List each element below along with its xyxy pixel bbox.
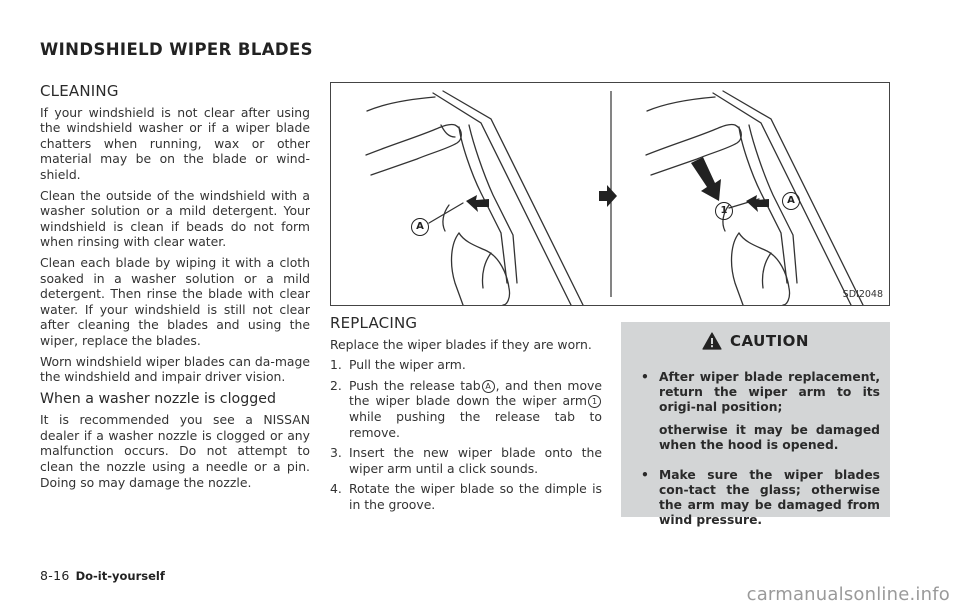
caution-title: CAUTION [730,332,809,350]
figure-code: SDI2048 [842,289,883,300]
callout-a-right: A [782,192,800,210]
list-item [641,370,880,461]
step-text-part: while pushing the release tab to remove. [349,408,602,440]
caution-box [621,322,890,527]
chapter-name: Do-it-yourself [75,569,165,583]
callout-a-left: A [411,218,429,236]
step-text-part: , and then move the wiper blade down the wiper arm [349,377,602,409]
cleaning-heading: CLEANING [40,82,119,100]
page-footer [40,568,165,583]
caution-text [659,468,880,536]
watermark: carmanualsonline.info [746,584,950,605]
page-number: 8-16 [40,568,70,583]
replacing-intro: Replace the wiper blades if they are worn. [330,336,592,352]
step-number: 4. [330,481,342,497]
caution-header [621,332,890,350]
wiper-drawing [331,83,889,305]
bullet: • [641,370,649,384]
cleaning-paragraph: Clean the outside of the windshield with a washer solution or a mild detergent. Your windshield is clean if beads do not form when rinsing with clear water. [40,187,310,250]
left-column [40,84,310,495]
caution-line: Make sure the wiper blades con-tact the glass; otherwise the arm may be damaged from wind pressure. [659,468,880,527]
caution-list [641,370,880,543]
step-text [349,378,602,440]
callout-1-right: 1 [715,202,733,220]
circled-a-icon: A [482,380,495,393]
step-text: Insert the new wiper blade onto the wiper arm until a click sounds. [349,445,602,476]
list-item [330,445,602,476]
warning-triangle-icon [702,332,722,350]
bullet: • [641,468,649,482]
list-item [330,357,602,373]
step-number: 2. [330,377,342,393]
cleaning-paragraph: If your windshield is not clear after using the windshield washer or if a wiper blade chatters when running, wax or other material may be on the blade or wind-shield. [40,104,310,182]
step-text: Rotate the wiper blade so the dimple is in the groove. [349,481,602,512]
nozzle-paragraph: It is recommended you see a NISSAN dealer if a washer nozzle is clogged or any malfunction occurs. Do not attempt to clean the nozzle using a needle or a pin. Doing so may damage the nozzle. [40,412,310,490]
nozzle-heading: When a washer nozzle is clogged [40,390,276,407]
caution-line: After wiper blade replacement, return the wiper arm to its origi-nal position; [659,370,880,414]
list-item [641,468,880,536]
step-text-part: Push the release tab [349,377,481,393]
replacing-heading: REPLACING [330,314,418,332]
step-number: 1. [330,357,342,373]
cleaning-paragraph: Clean each blade by wiping it with a cloth soaked in a washer solution or a mild detergent. Then rinse the blade with clear water. If your windshield is still not clear after cleaning the blades and using the wiper, replace the blades. [40,254,310,348]
step-text: Pull the wiper arm. [349,357,466,373]
section-title: WINDSHIELD WIPER BLADES [40,40,313,59]
right-column [330,316,602,518]
replacing-steps [330,357,602,512]
circled-1-icon: 1 [588,395,601,408]
caution-line: otherwise it may be damaged when the hood is opened. [659,423,880,452]
caution-text [659,370,880,461]
step-number: 3. [330,445,342,461]
wiper-illustration [330,82,890,306]
list-item [330,481,602,512]
cleaning-paragraph: Worn windshield wiper blades can da-mage the windshield and impair driver vision. [40,353,310,385]
list-item [330,378,602,440]
